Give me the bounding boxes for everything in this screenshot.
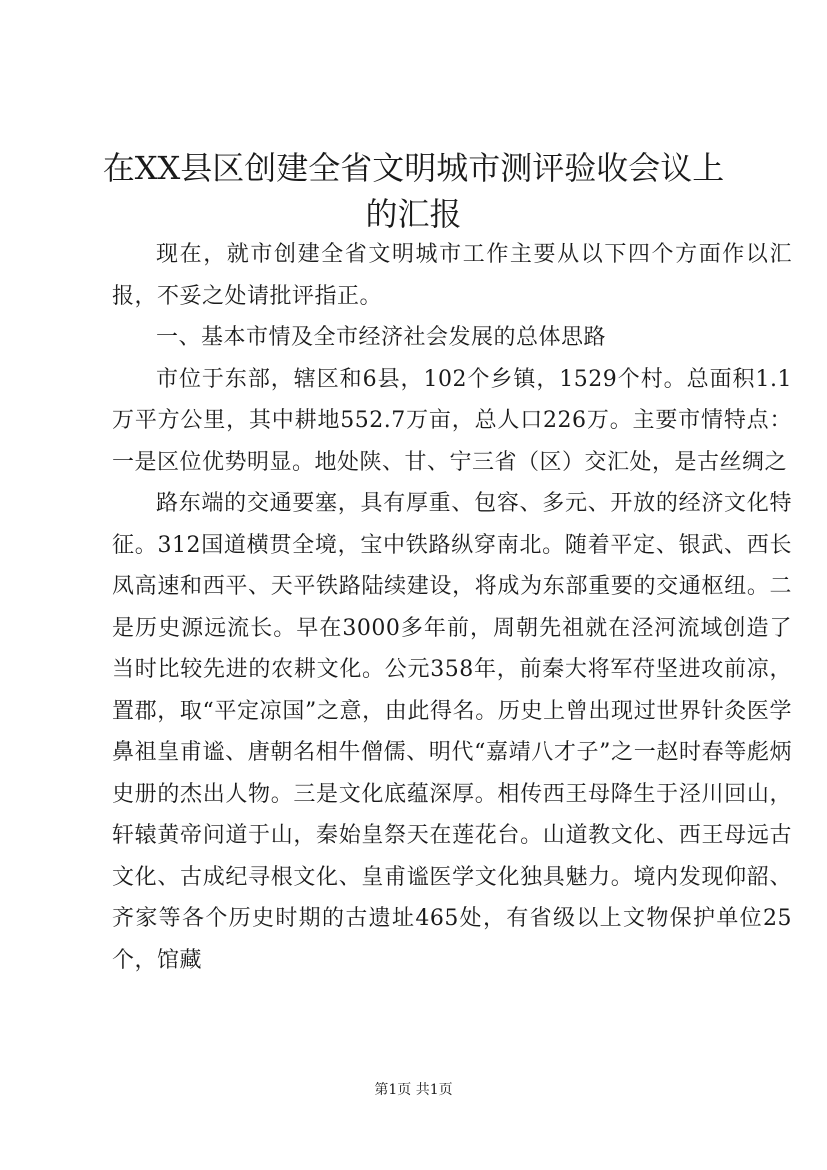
- paragraph-city-overview: 市位于东部，辖区和6县，102个乡镇，1529个村。总面积1.1万平方公里，其中耕地552.7万亩，总人口226万。主要市情特点：一是区位优势明显。地处陕、甘、宁三省（区）交汇处，是古丝绸之: [112, 366, 792, 475]
- paragraph-history-culture: 路东端的交通要塞，具有厚重、包容、多元、开放的经济文化特征。312国道横贯全境，宝中铁路纵穿南北。随着平定、银武、西长凤高速和西平、天平铁路陆续建设，将成为东部重要的交通枢纽。二是历史源远流长。早在3000多年前，周朝先祖就在泾河流域创造了当时比较先进的农耕文化。公元358年，前秦大将军苻坚进攻前凉，置郡，取“平定凉国”之意，由此得名。历史上曾出现过世界针灸医学鼻祖皇甫谧、唐朝名相牛僧儒、明代“嘉靖八才子”之一赵时春等彪炳史册的杰出人物。三是文化底蕴深厚。相传西王母降生于泾川回山，轩辕黄帝问道于山，秦始皇祭天在莲花台。山道教文化、西王母远古文化、古成纪寻根文化、皇甫谧医学文化独具魅力。境内发现仰韶、齐家等各个历史时期的古遗址465处，有省级以上文物保护单位25个，馆藏: [112, 491, 792, 973]
- document-body: [112, 234, 792, 981]
- paragraph-intro: 现在，就市创建全省文明城市工作主要从以下四个方面作以汇报，不妥之处请批评指正。: [112, 242, 792, 309]
- section-heading: 一、基本市情及全市经济社会发展的总体思路: [156, 325, 607, 350]
- page-footer: 第1页 共1页: [374, 1082, 453, 1098]
- document-title: 在XX县区创建全省文明城市测评验收会议上的汇报: [102, 149, 725, 233]
